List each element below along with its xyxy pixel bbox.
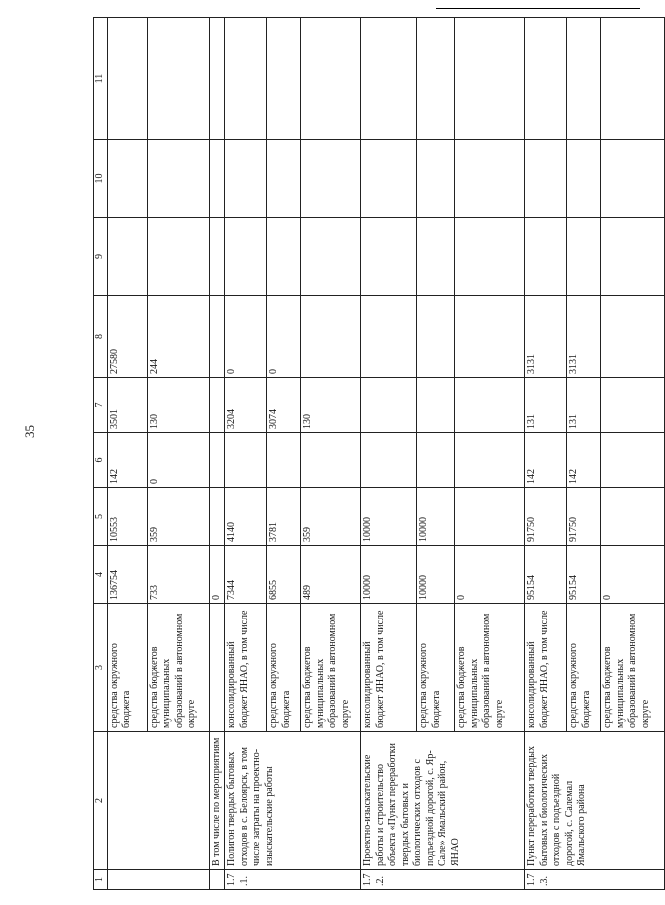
table-cell-col-4: 10000 <box>361 546 417 604</box>
table-cell-col-4: 95154 <box>525 546 567 604</box>
table-row <box>107 18 147 890</box>
table-cell-col-10 <box>107 140 147 218</box>
table-cell-col-4: 95154 <box>567 546 601 604</box>
table-cell-col-8: 3131 <box>567 296 601 378</box>
table-cell-col-10 <box>147 140 209 218</box>
table-cell-col-6 <box>455 433 525 488</box>
table-cell-col-9 <box>567 218 601 296</box>
table-row <box>525 18 567 890</box>
table-cell-col-5 <box>601 488 665 546</box>
table-cell-col-8 <box>455 296 525 378</box>
table-cell-col-2: Проектно-изыскательские работы и строительство объекта «Пункт переработки твердых бытовых и биологических отходов с подъездной дорогой, с. Яр-Сале» Ямальский район, ЯНАО <box>361 732 525 870</box>
table-cell-col-6: 142 <box>107 433 147 488</box>
header-cell: 9 <box>94 218 108 296</box>
table-cell-col-7: 3501 <box>107 378 147 433</box>
table-cell-col-1 <box>209 870 225 890</box>
table-cell-col-8 <box>209 296 225 378</box>
table-cell-col-2: Полигон твердых бытовых отходов в с. Белоярск, в том числе затраты на проектно-изыскательские работы <box>225 732 361 870</box>
table-cell-col-5: 3781 <box>267 488 301 546</box>
table-cell-col-9 <box>361 218 417 296</box>
table-cell-col-10 <box>455 140 525 218</box>
table-cell-col-9 <box>147 218 209 296</box>
table-cell-col-11 <box>225 18 267 140</box>
rotated-table-wrapper <box>93 18 651 890</box>
table-cell-col-6 <box>209 433 225 488</box>
table-cell-col-3: консолидированный бюджет ЯНАО, в том числе <box>225 604 267 732</box>
table-cell-col-6: 0 <box>147 433 209 488</box>
table-cell-col-5: 10000 <box>361 488 417 546</box>
table-cell-col-10 <box>567 140 601 218</box>
table-cell-col-7: 130 <box>147 378 209 433</box>
table-cell-col-4: 6855 <box>267 546 301 604</box>
header-cell: 8 <box>94 296 108 378</box>
table-cell-col-9 <box>267 218 301 296</box>
table-cell-col-7 <box>209 378 225 433</box>
table-cell-col-4: 733 <box>147 546 209 604</box>
table-cell-col-5: 91750 <box>525 488 567 546</box>
table-cell-col-8: 27580 <box>107 296 147 378</box>
table-cell-col-8: 0 <box>225 296 267 378</box>
table-cell-col-11 <box>361 18 417 140</box>
table-cell-col-5 <box>209 488 225 546</box>
table-cell-col-3: средства окружного бюджета <box>267 604 301 732</box>
table-cell-col-1: 1.7.1. <box>225 870 361 890</box>
header-cell: 2 <box>94 732 108 870</box>
header-cell: 7 <box>94 378 108 433</box>
table-cell-col-2 <box>107 732 209 870</box>
table-cell-col-3 <box>209 604 225 732</box>
table-cell-col-3: средства бюджетов муниципальных образований в автономном округе <box>147 604 209 732</box>
table-cell-col-9 <box>209 218 225 296</box>
table-cell-col-8 <box>361 296 417 378</box>
table-cell-col-6 <box>301 433 361 488</box>
table-cell-col-7 <box>601 378 665 433</box>
header-cell: 6 <box>94 433 108 488</box>
table-cell-col-11 <box>567 18 601 140</box>
table-cell-col-10 <box>225 140 267 218</box>
header-cell: 4 <box>94 546 108 604</box>
table-cell-col-7: 3204 <box>225 378 267 433</box>
table-cell-col-5: 91750 <box>567 488 601 546</box>
table-cell-col-10 <box>601 140 665 218</box>
table-cell-col-6 <box>601 433 665 488</box>
budget-table <box>93 17 665 890</box>
table-cell-col-4: 136754 <box>107 546 147 604</box>
table-cell-col-3: средства бюджетов муниципальных образований в автономном округе <box>455 604 525 732</box>
table-cell-col-3: средства бюджетов муниципальных образований в автономном округе <box>601 604 665 732</box>
table-cell-col-5: 4140 <box>225 488 267 546</box>
table-cell-col-6 <box>417 433 455 488</box>
table-cell-col-3: средства бюджетов муниципальных образований в автономном округе <box>301 604 361 732</box>
header-cell: 11 <box>94 18 108 140</box>
table-cell-col-9 <box>301 218 361 296</box>
table-cell-col-6: 142 <box>525 433 567 488</box>
table-cell-col-4: 489 <box>301 546 361 604</box>
table-cell-col-6 <box>267 433 301 488</box>
table-cell-col-11 <box>107 18 147 140</box>
table-cell-col-10 <box>209 140 225 218</box>
table-cell-col-1 <box>107 870 209 890</box>
table-cell-col-11 <box>301 18 361 140</box>
table-cell-col-7: 3074 <box>267 378 301 433</box>
table-cell-col-10 <box>525 140 567 218</box>
table-cell-col-9 <box>601 218 665 296</box>
table-cell-col-11 <box>417 18 455 140</box>
table-cell-col-7: 131 <box>567 378 601 433</box>
table-cell-col-3: консолидированный бюджет ЯНАО, в том числе <box>525 604 567 732</box>
table-cell-col-1: 1.7.3. <box>525 870 665 890</box>
table-cell-col-10 <box>267 140 301 218</box>
table-cell-col-7 <box>361 378 417 433</box>
header-cell: 10 <box>94 140 108 218</box>
table-cell-col-9 <box>225 218 267 296</box>
table-cell-col-11 <box>601 18 665 140</box>
table-cell-col-5: 10000 <box>417 488 455 546</box>
table-cell-col-10 <box>361 140 417 218</box>
table-cell-col-7 <box>417 378 455 433</box>
table-cell-col-8: 3131 <box>525 296 567 378</box>
table-cell-col-3: консолидированный бюджет ЯНАО, в том числе <box>361 604 417 732</box>
table-cell-col-8: 0 <box>267 296 301 378</box>
table-cell-col-6 <box>225 433 267 488</box>
table-cell-col-2: Пункт переработки твердых бытовых и биологических отходов с подъездной дорогой, с. Салемал Ямальского района <box>525 732 665 870</box>
page-number: 35 <box>22 425 37 438</box>
table-cell-col-5: 359 <box>147 488 209 546</box>
header-row <box>94 18 108 890</box>
table-cell-col-5: 10553 <box>107 488 147 546</box>
table-cell-col-9 <box>525 218 567 296</box>
header-cell: 3 <box>94 604 108 732</box>
table-cell-col-6: 142 <box>567 433 601 488</box>
table-cell-col-11 <box>209 18 225 140</box>
table-cell-col-11 <box>525 18 567 140</box>
table-cell-col-4: 0 <box>455 546 525 604</box>
table-cell-col-8 <box>301 296 361 378</box>
header-cell: 1 <box>94 870 108 890</box>
table-cell-col-9 <box>107 218 147 296</box>
table-cell-col-3: средства окружного бюджета <box>107 604 147 732</box>
table-cell-col-11 <box>147 18 209 140</box>
header-cell: 5 <box>94 488 108 546</box>
table-cell-col-5 <box>455 488 525 546</box>
table-cell-col-4: 0 <box>209 546 225 604</box>
table-cell-col-4: 10000 <box>417 546 455 604</box>
table-cell-col-9 <box>455 218 525 296</box>
table-cell-col-5: 359 <box>301 488 361 546</box>
table-cell-col-8 <box>601 296 665 378</box>
table-row <box>225 18 267 890</box>
table-cell-col-1: 1.7.2. <box>361 870 525 890</box>
table-row <box>361 18 417 890</box>
table-cell-col-6 <box>361 433 417 488</box>
table-cell-col-7: 131 <box>525 378 567 433</box>
table-cell-col-8: 244 <box>147 296 209 378</box>
table-cell-col-7: 130 <box>301 378 361 433</box>
table-cell-col-7 <box>455 378 525 433</box>
table-cell-col-4: 7344 <box>225 546 267 604</box>
top-rule <box>436 8 640 9</box>
table-cell-col-3: средства окружного бюджета <box>567 604 601 732</box>
table-cell-col-11 <box>267 18 301 140</box>
table-cell-col-2: В том числе по мероприятиям <box>209 732 225 870</box>
table-cell-col-10 <box>417 140 455 218</box>
table-cell-col-11 <box>455 18 525 140</box>
table-cell-col-10 <box>301 140 361 218</box>
table-cell-col-4: 0 <box>601 546 665 604</box>
table-cell-col-9 <box>417 218 455 296</box>
table-cell-col-3: средства окружного бюджета <box>417 604 455 732</box>
table-row <box>209 18 225 890</box>
table-cell-col-8 <box>417 296 455 378</box>
